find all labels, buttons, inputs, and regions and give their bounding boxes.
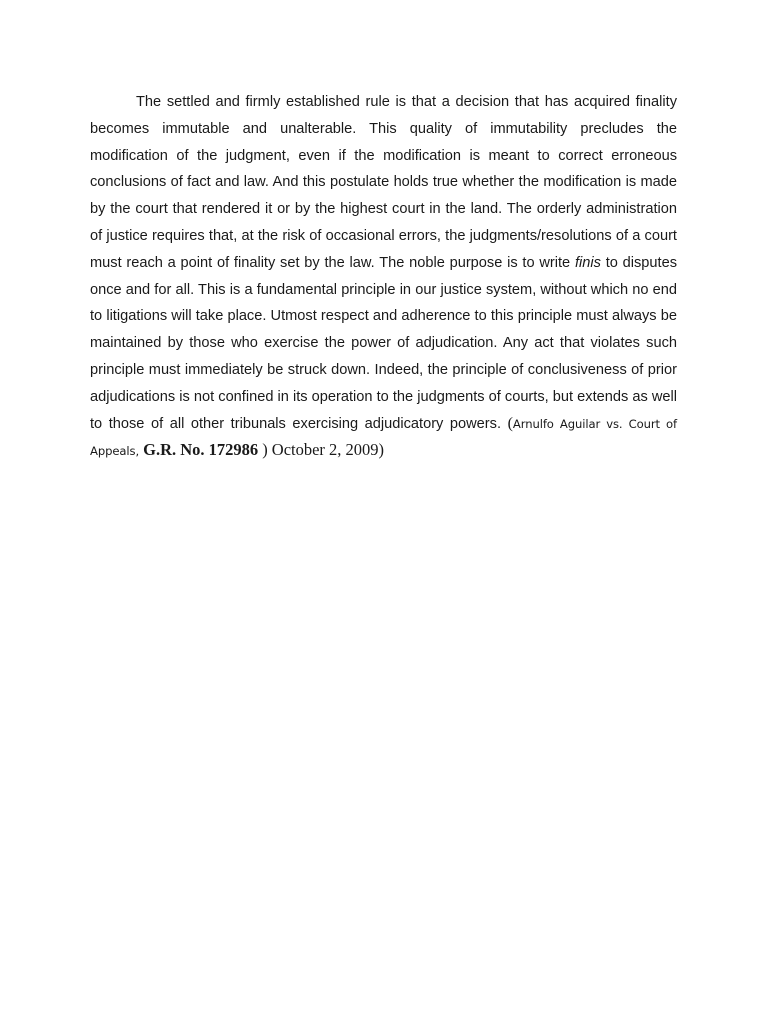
paragraph-text-part-2: to disputes once and for all. This is a fundamental principle in our justice system, without which no end to litigations will take place. Utmost respect and adherence to this principle must always be maintained by those who exercise the power of adjudication. Any act that violates such principle must immediately be struck down. Indeed, the principle of conclusiveness of prior adjudications is not confined in its operation to the judgments of courts, but extends as well to those of all other tribunals exercising adjudicatory powers.	[90, 254, 677, 432]
paragraph-text-part-1: The settled and firmly established rule is that a decision that has acquired finality becomes immutable and unalterable. This quality of immutability precludes the modification of the judgment, even if the modification is meant to correct erroneous conclusions of fact and law. And this postulate holds true whether the modification is made by the court that rendered it or by the highest court in the land. The orderly administration of justice requires that, at the risk of occasional errors, the judgments/resolutions of a court must reach a point of finality set by the law. The noble purpose is to write	[90, 94, 677, 271]
citation-open-paren: (	[507, 414, 513, 432]
italic-term-finis: finis	[574, 254, 601, 271]
citation-case-names: Arnulfo Aguilar vs. Court of Appeals,	[90, 416, 678, 459]
citation-close-paren: )	[262, 440, 268, 460]
citation-date: October 2, 2009)	[271, 440, 385, 460]
body-paragraph	[90, 89, 677, 465]
citation-gr-number: G.R. No. 172986	[143, 440, 259, 460]
